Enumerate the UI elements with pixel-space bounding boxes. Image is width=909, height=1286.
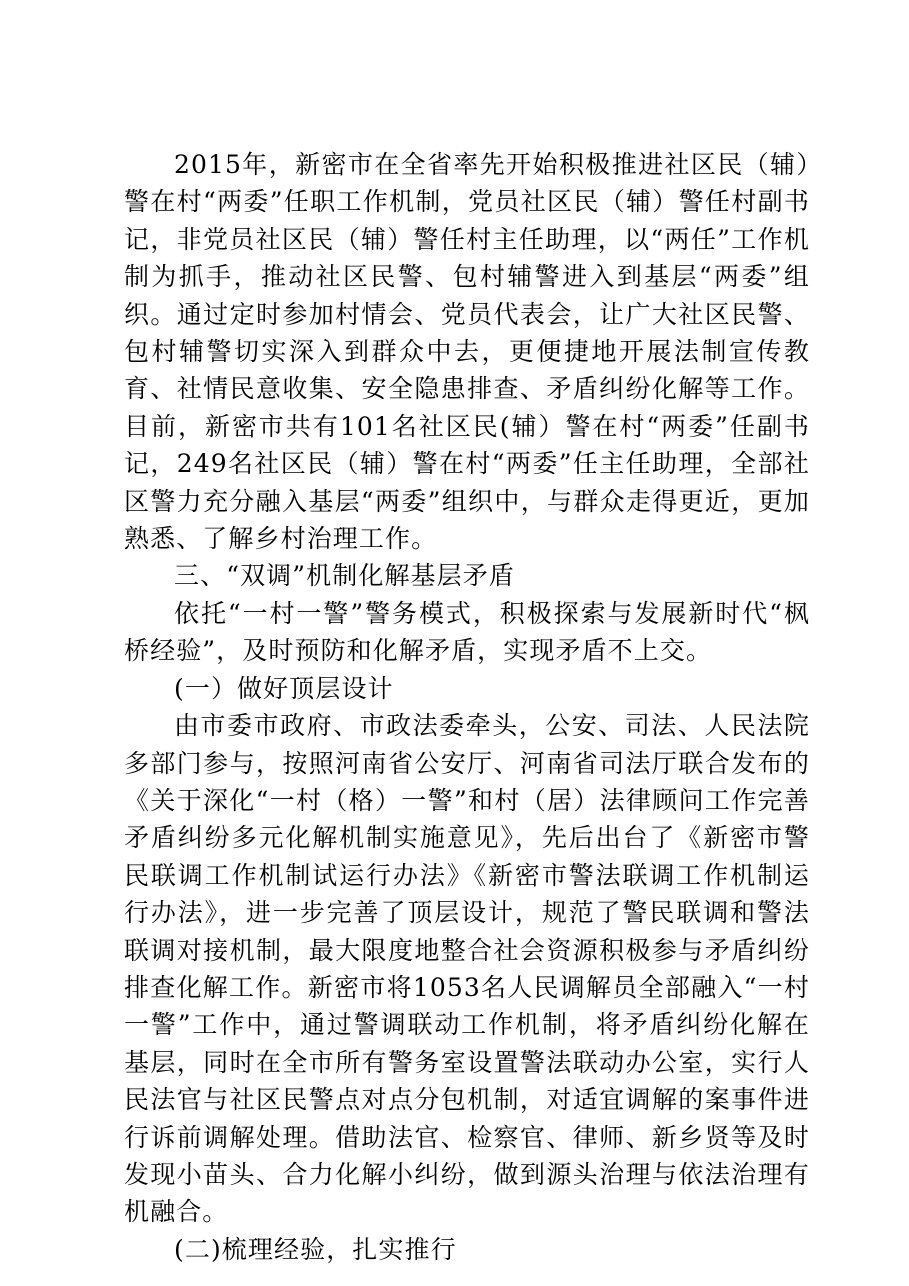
paragraph-two-posts-mechanism: 2015年，新密市在全省率先开始积极推进社区民（辅）警在村“两委”任职工作机制，党员社区民（辅）警任村副书记，非党员社区民（辅）警任村主任助理，以“两任”工作机制为抓手，推动社区民警、包村辅警进入到基层“两委”组织。通过定时参加村情会、党员代表会，让广大社区民警、包村辅警切实深入到群众中去，更便捷地开展法制宣传教育、社情民意收集、安全隐患排查、矛盾纠纷化解等工作。目前，新密市共有101名社区民(辅）警在村“两委”任副书记，249名社区民（辅）警在村“两委”任主任助理，全部社区警力充分融入基层“两委”组织中，与群众走得更近，更加熟悉、了解乡村治理工作。	[124, 150, 810, 554]
section-heading-three: 三、“双调”机制化解基层矛盾	[174, 561, 515, 591]
paragraph-top-level-design: 由市委市政府、市政法委牵头，公安、司法、人民法院多部门参与，按照河南省公安厅、河南省司法厅联合发布的《关于深化“一村（格）一警”和村（居）法律顾问工作完善矛盾纠纷多元化解机制实施意见》，先后出台了《新密市警民联调工作机制试运行办法》《新密市警法联调工作机制运行办法》，进一步完善了顶层设计，规范了警民联调和警法联调对接机制，最大限度地整合社会资源积极参与矛盾纠纷排查化解工作。新密市将1053名人民调解员全部融入“一村一警”工作中，通过警调联动工作机制，将矛盾纠纷化解在基层，同时在全市所有警务室设置警法联动办公室，实行人民法官与社区民警点对点分包机制，对适宜调解的案事件进行诉前调解处理。借助法官、检察官、律师、新乡贤等及时发现小苗头、合力化解小纠纷，做到源头治理与依法治理有机融合。	[124, 711, 810, 1227]
document-body	[124, 146, 810, 1268]
subheading-one: (一）做好顶层设计	[174, 673, 394, 703]
paragraph-fengqiao-experience: 依托“一村一警”警务模式，积极探索与发展新时代“枫桥经验”，及时预防和化解矛盾，实现矛盾不上交。	[124, 598, 810, 666]
subheading-two: (二)梳理经验，扎实推行	[174, 1234, 457, 1264]
